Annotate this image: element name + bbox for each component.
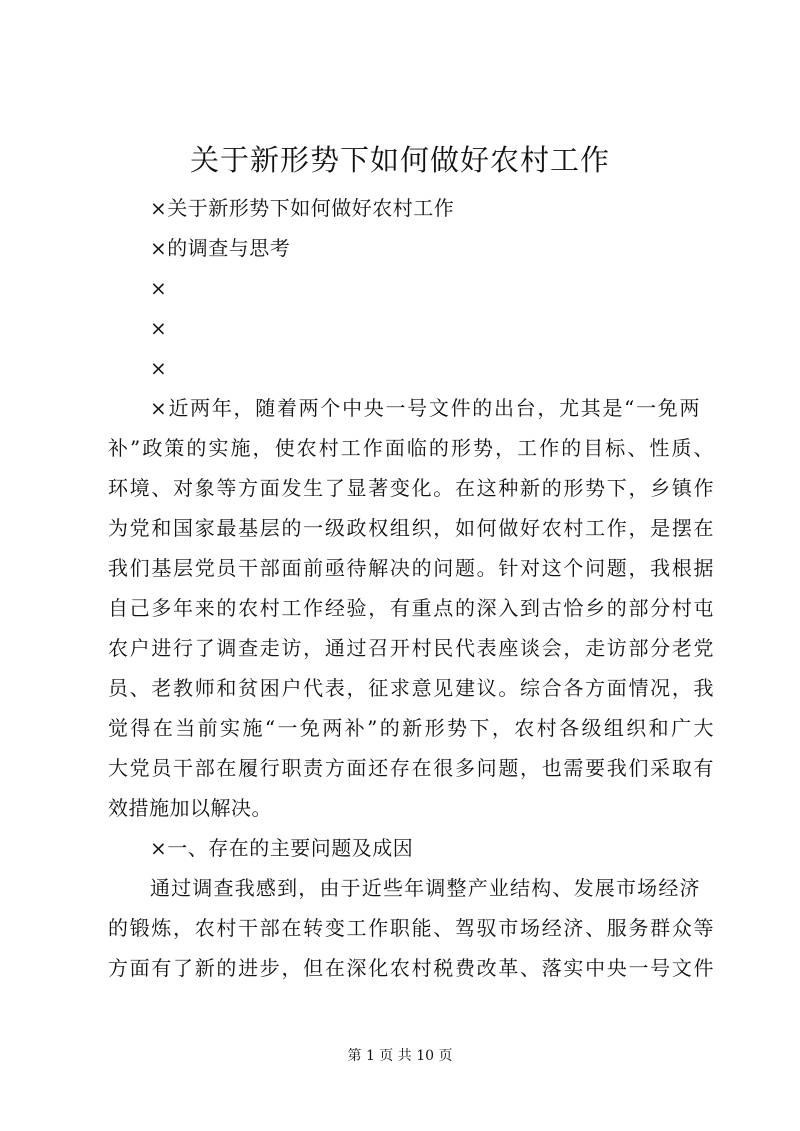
heading-line-2: ×的调查与思考 xyxy=(150,236,291,260)
paragraph-line: 觉得在当前实施“一免两补”的新形势下，农村各级组织和广大 xyxy=(108,716,714,740)
paragraph-line: 的锻炼，农村干部在转变工作职能、驾驭市场经济、服务群众等 xyxy=(108,916,714,940)
paragraph-line: 员、老教师和贫困户代表，征求意见建议。综合各方面情况，我 xyxy=(108,676,714,700)
blank-marker-line: × xyxy=(150,276,168,300)
paragraph-line: 为党和国家最基层的一级政权组织，如何做好农村工作，是摆在 xyxy=(108,516,714,540)
document-title: 关于新形势下如何做好农村工作 xyxy=(189,143,610,177)
page-footer: 第 1 页 共 10 页 xyxy=(347,1048,453,1064)
paragraph-line: 大党员干部在履行职责方面还存在很多问题，也需要我们采取有 xyxy=(108,756,714,780)
paragraph-line: 自己多年来的农村工作经验，有重点的深入到古恰乡的部分村屯 xyxy=(108,596,714,620)
paragraph-line: 方面有了新的进步，但在深化农村税费改革、落实中央一号文件 xyxy=(108,956,714,980)
paragraph-line: 通过调查我感到，由于近些年调整产业结构、发展市场经济 xyxy=(150,876,700,900)
paragraph-line: 环境、对象等方面发生了显著变化。在这种新的形势下，乡镇作 xyxy=(108,476,714,500)
paragraph-line: 效措施加以解决。 xyxy=(108,796,272,820)
paragraph-line: 农户进行了调查走访，通过召开村民代表座谈会，走访部分老党 xyxy=(108,636,714,660)
blank-marker-line: × xyxy=(150,356,168,380)
section-heading: ×一、存在的主要问题及成因 xyxy=(150,836,414,860)
heading-line-1: ×关于新形势下如何做好农村工作 xyxy=(150,196,455,220)
paragraph-line: ×近两年，随着两个中央一号文件的出台，尤其是“一免两 xyxy=(150,396,700,420)
blank-marker-line: × xyxy=(150,316,168,340)
paragraph-line: 补”政策的实施，使农村工作面临的形势，工作的目标、性质、 xyxy=(108,436,714,460)
paragraph-line: 我们基层党员干部面前亟待解决的问题。针对这个问题，我根据 xyxy=(108,556,714,580)
